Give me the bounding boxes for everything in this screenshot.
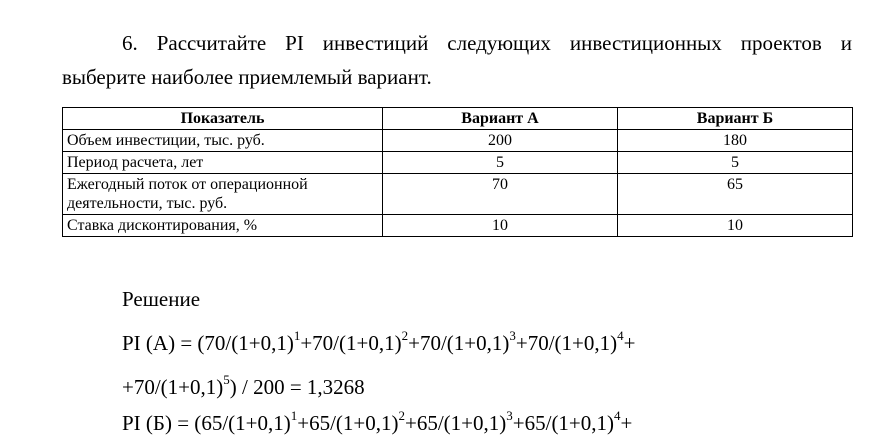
- row-label: Ставка дисконтирования, %: [63, 215, 383, 237]
- formula-term: +70/(1+0,1): [122, 375, 224, 399]
- formula-power: 3: [509, 328, 516, 343]
- cell-variant-b: 10: [618, 215, 853, 237]
- table-row: [63, 174, 853, 215]
- formula-power: 2: [401, 328, 409, 343]
- formula-power: 4: [614, 408, 621, 423]
- cell-variant-a: 70: [383, 174, 618, 215]
- task-line-2: выберите наиболее приемлемый вариант.: [62, 65, 432, 89]
- formula-term: +70/(1+0,1): [408, 331, 510, 355]
- column-header-indicator: Показатель: [63, 108, 383, 130]
- table-row: [63, 215, 853, 237]
- task-statement: [62, 26, 852, 94]
- formula-pi-a-line-2: [122, 372, 365, 400]
- formula-power: 4: [617, 328, 624, 343]
- formula-power: 5: [223, 372, 230, 387]
- cell-variant-a: 200: [383, 130, 618, 152]
- solution-heading: Решение: [122, 287, 201, 311]
- row-label: Период расчета, лет: [63, 152, 383, 174]
- formula-term: +65/(1+0,1): [512, 411, 615, 435]
- formula-power: 1: [293, 328, 301, 343]
- row-label-line-1: Ежегодный поток от операционной: [67, 176, 308, 193]
- formula-power: 2: [398, 408, 405, 423]
- formula-term: +65/(1+0,1): [405, 411, 507, 435]
- cell-variant-b: 65: [618, 174, 853, 215]
- row-label-line-2: деятельности, тыс. руб.: [67, 195, 228, 212]
- cell-variant-b: 180: [618, 130, 853, 152]
- formula-term: +65/(1+0,1): [297, 411, 399, 435]
- formula-result: ) / 200 = 1,3268: [229, 375, 365, 399]
- formula-power: 1: [290, 408, 298, 423]
- task-line-1: 6. Рассчитайте PI инвестиций следующих инвестиционных проектов и: [122, 31, 852, 55]
- formula-term: 70/(1+0,1): [204, 331, 294, 355]
- row-label: Объем инвестиции, тыс. руб.: [63, 130, 383, 152]
- formula-term: +70/(1+0,1): [515, 331, 618, 355]
- formula-prefix: PI (Б) = (: [122, 411, 202, 435]
- cell-variant-b: 5: [618, 152, 853, 174]
- cell-variant-a: 10: [383, 215, 618, 237]
- formula-term: 65/(1+0,1): [201, 411, 291, 435]
- table-row: [63, 130, 853, 152]
- table-row: [63, 152, 853, 174]
- column-header-variant-a: Вариант А: [383, 108, 618, 130]
- row-label: [63, 174, 383, 215]
- formula-continuation: +: [623, 331, 636, 355]
- formula-pi-a-line-1: [122, 328, 636, 356]
- formula-continuation: +: [620, 411, 633, 435]
- cell-variant-a: 5: [383, 152, 618, 174]
- data-table: [62, 107, 853, 237]
- table-header-row: [63, 108, 853, 130]
- formula-term: +70/(1+0,1): [300, 331, 402, 355]
- formula-power: 3: [506, 408, 513, 423]
- formula-pi-b-line-1: [122, 408, 633, 436]
- formula-prefix: PI (A) = (: [122, 331, 205, 355]
- column-header-variant-b: Вариант Б: [618, 108, 853, 130]
